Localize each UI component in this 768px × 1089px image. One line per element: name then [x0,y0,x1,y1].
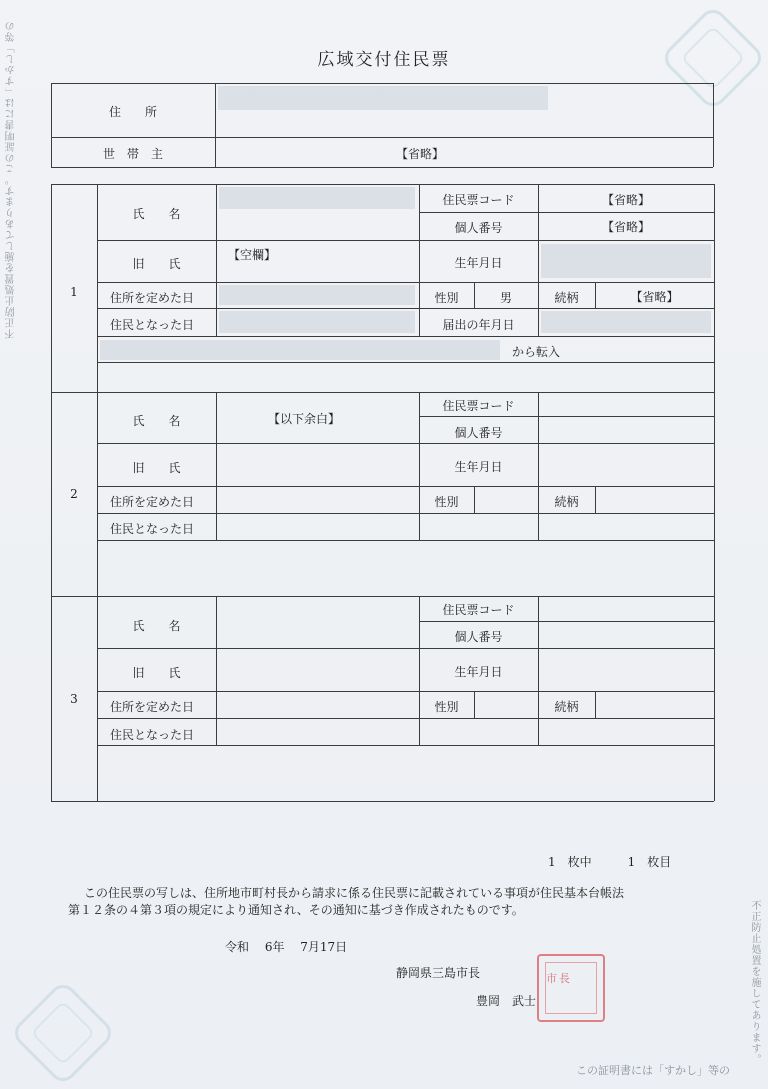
gender-label: 性別 [434,700,459,714]
resident-code-label: 住民票コード [442,399,515,413]
name-label: 氏 名 [132,414,181,428]
issue-date: 令和 6年 7月17日 [225,940,348,954]
address-redaction [218,86,548,110]
resident-code-label: 住民票コード [442,193,515,207]
resident-date-redaction [219,311,415,333]
personal-number-value: 【省略】 [601,220,650,234]
entry-number: 1 [70,285,78,299]
relation-label: 続柄 [554,291,579,305]
address-label: 住 所 [108,105,157,119]
name-redaction [219,187,415,209]
birthdate-redaction [541,244,711,278]
household-head-label: 世 帯 主 [102,147,163,161]
side-note-left: 不正防止処置を施してあります。この証明書には「すかし」等の [6,20,17,339]
former-name-label: 旧 氏 [132,257,181,271]
former-name-label: 旧 氏 [132,461,181,475]
address-date-label: 住所を定めた日 [110,700,195,714]
watermark-note-bottom: この証明書には「すかし」等の [576,1064,730,1077]
name-value: 【以下余白】 [268,412,341,426]
resident-date-label: 住民となった日 [110,522,195,536]
personal-number-label: 個人番号 [454,630,503,644]
relation-value: 【省略】 [630,290,679,304]
gender-value: 男 [499,291,512,305]
former-name-value: 【空欄】 [228,248,277,262]
resident-code-value: 【省略】 [601,193,650,207]
former-name-label: 旧 氏 [132,666,181,680]
entry-number: 2 [70,487,78,501]
resident-date-label: 住民となった日 [110,728,195,742]
side-note-right: 不正防止処置を施してあります。 [749,900,760,1065]
official-seal-stamp [537,954,605,1022]
page-count: 1 枚中 1 枚目 [548,855,672,869]
entry-number: 3 [70,692,78,706]
personal-number-label: 個人番号 [454,221,503,235]
issuer-title: 静岡県三島市長 [396,966,481,980]
seal-text: 市長 [546,972,572,985]
resident-code-label: 住民票コード [442,603,515,617]
statement-line-2: 第１２条の４第３項の規定により通知され、その通知に基づき作成されたものです。 [68,903,524,917]
gender-label: 性別 [434,291,459,305]
gender-label: 性別 [434,495,459,509]
relation-label: 続柄 [554,700,579,714]
page-title: 広域交付住民票 [317,50,451,70]
household-head-value: 【省略】 [395,147,444,161]
address-date-label: 住所を定めた日 [110,495,195,509]
previous-address-redaction [100,340,500,360]
mayor-name: 豊岡 武士 [476,994,537,1008]
statement-line-1: この住民票の写しは、住所地市町村長から請求に係る住民票に記載されている事項が住民基本台帳法 [84,886,625,900]
birth-date-label: 生年月日 [454,665,503,679]
name-label: 氏 名 [132,207,181,221]
birth-date-label: 生年月日 [454,460,503,474]
notification-date-redaction [541,311,711,333]
birth-date-label: 生年月日 [454,256,503,270]
resident-date-label: 住民となった日 [110,318,195,332]
name-label: 氏 名 [132,619,181,633]
moved-from-text: から転入 [512,345,561,359]
notification-date-label: 届出の年月日 [442,318,515,332]
relation-label: 続柄 [554,495,579,509]
address-date-label: 住所を定めた日 [110,291,195,305]
personal-number-label: 個人番号 [454,426,503,440]
address-date-redaction [219,285,415,305]
